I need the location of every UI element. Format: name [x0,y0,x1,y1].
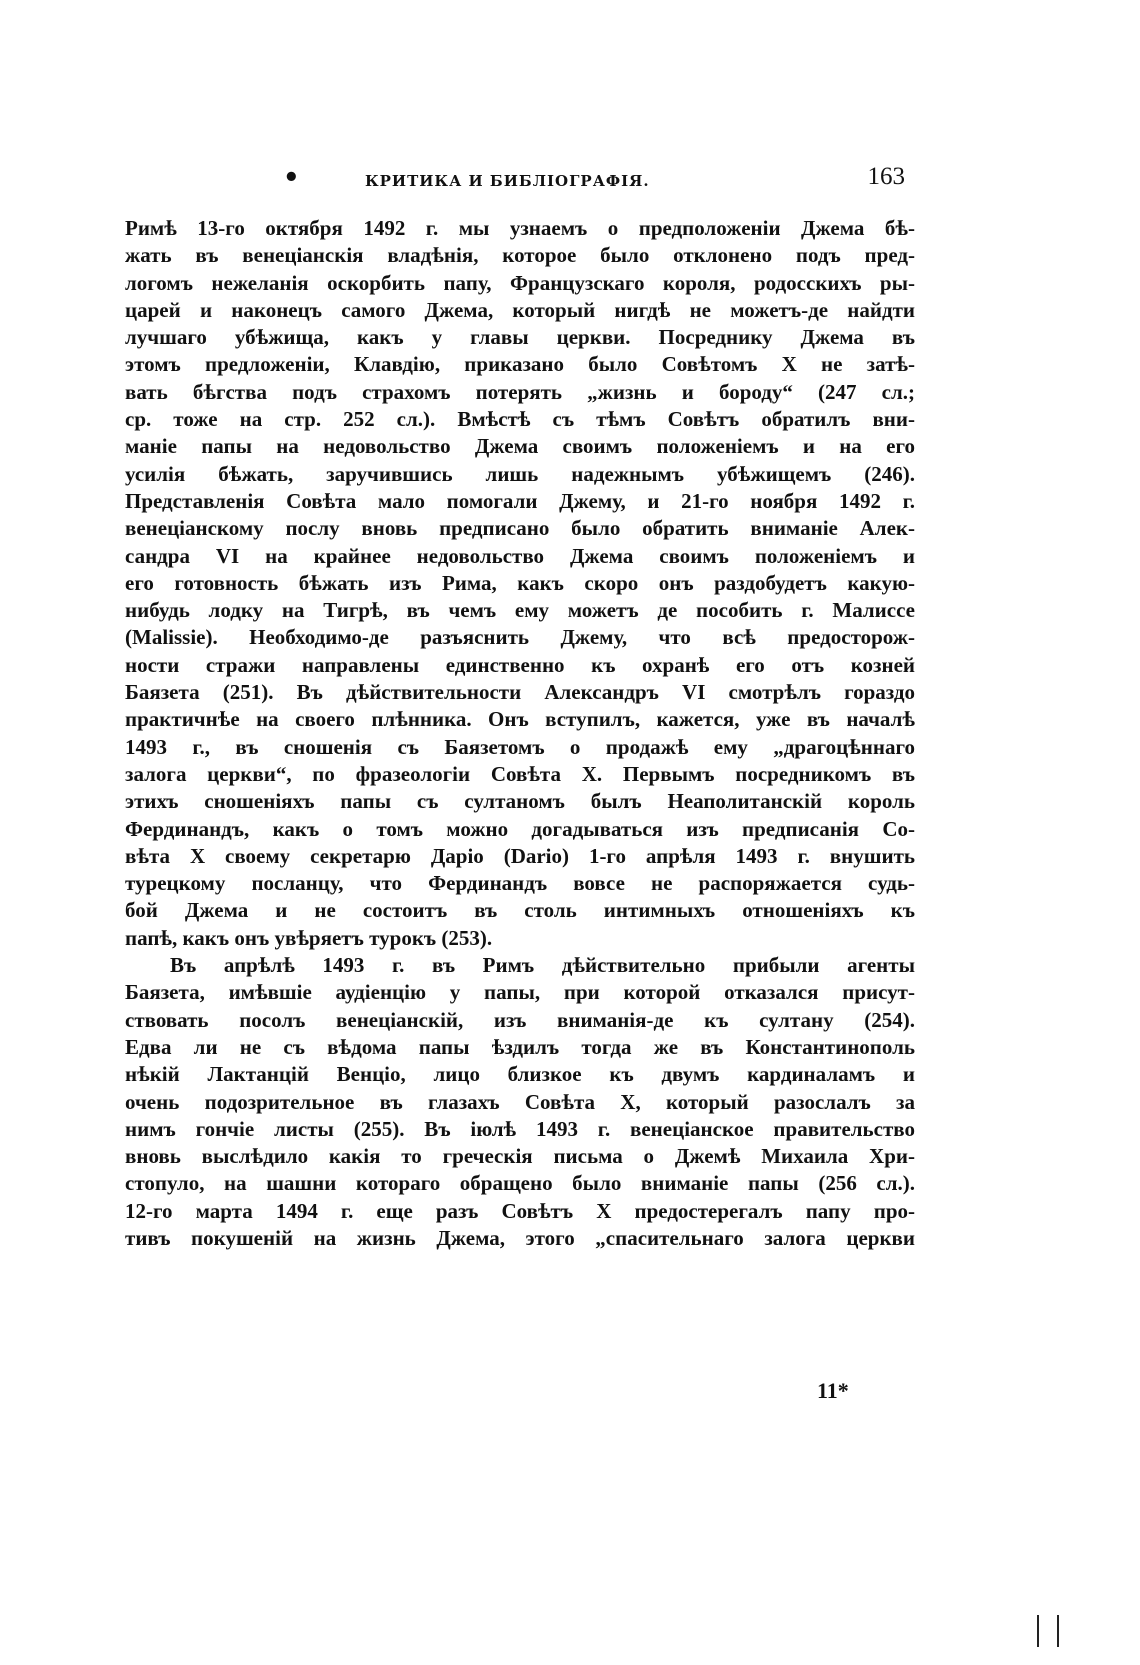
text-line: Римѣ 13-го октября 1492 г. мы узнаемъ о предположенiи Джема бѣ- [125,216,915,240]
text-line: залога церкви“, по фразеологiи Совѣта X. Первымъ посредникомъ въ [125,761,915,786]
text-line: 12-го марта 1494 г. еще разъ Совѣтъ X предостерегалъ папу про- [125,1198,915,1223]
paragraph [125,215,915,952]
text-line: усилiя бѣжать, заручившись лишь надежнымъ убѣжищемъ (246). [125,461,915,486]
text-line: вновь выслѣдило какiя то греческiя письма о Джемѣ Михаила Хри- [125,1144,915,1169]
scan-edge-mark [1057,1615,1059,1647]
text-line: вать бѣгства подъ страхомъ потерять „жизнь и бороду“ (247 сл.; [125,379,915,404]
text-line: тивъ покушенiй на жизнь Джема, этого „спасительнаго залога церкви [125,1225,915,1250]
signature-mark: 11* [817,1378,849,1403]
text-line: ср. тоже на стр. 252 сл.). Вмѣстѣ съ тѣмъ Совѣтъ обратилъ вни- [125,407,915,432]
text-line: 1493 г., въ сношенiя съ Баязетомъ о продажѣ ему „драгоцѣннаго [125,734,915,759]
text-line: лучшаго убѣжища, какъ у главы церкви. Посреднику Джема въ [125,325,915,350]
text-line: ности стражи направлены единственно къ охранѣ его отъ козней [125,652,915,677]
text-line: манiе папы на недовольство Джема своимъ положенiемъ и на его [125,434,915,459]
running-title: КРИТИКА И БИБЛIОГРАФIЯ. [365,172,650,190]
text-line: стопуло, на шашни котораго обращено было вниманiе папы (256 сл.). [125,1171,915,1196]
text-line: практичнѣе на своего плѣнника. Онъ вступилъ, кажется, уже въ началѣ [125,707,915,732]
paragraph [125,952,915,1252]
text-line: нибудь лодку на Тигрѣ, въ чемъ ему можетъ де пособить г. Малиссе [125,598,915,623]
text-line: нимъ гончiе листы (255). Въ iюлѣ 1493 г. венецiанское правительство [125,1116,915,1141]
text-line: папѣ, какъ онъ увѣряетъ турокъ (253). [125,925,493,950]
text-line: ствовать посолъ венецiанскiй, изъ вниманiя-де къ султану (254). [125,1007,915,1032]
text-line: этихъ сношенiяхъ папы съ султаномъ былъ Неаполитанскiй король [125,789,915,814]
scan-edge-mark [1037,1615,1039,1647]
text-line: вѣта X своему секретарю Дарiо (Dario) 1-го апрѣля 1493 г. внушить [125,843,915,868]
header-dot: • [283,163,300,193]
text-line: венецiанскому послу вновь предписано было обратить вниманiе Алек- [125,516,915,541]
text-line: Едва ли не съ вѣдома папы ѣздилъ тогда же въ Константинополь [125,1034,915,1059]
text-line: (Malissie). Необходимо-де разъяснить Джему, что всѣ предосторож- [125,625,915,650]
text-line: бой Джема и не состоитъ въ столь интимныхъ отношенiяхъ къ [125,898,915,923]
running-header [265,160,915,196]
text-line: Баязета (251). Въ дѣйствительности Александръ VI смотрѣлъ гораздо [125,680,915,705]
text-line: логомъ нежеланiя оскорбить папу, Французскаго короля, родосскихъ ры- [125,270,915,295]
text-line: Фердинандъ, какъ о томъ можно догадываться изъ предписанiя Со- [125,816,915,841]
text-line: Представленiя Совѣта мало помогали Джему, и 21-го ноября 1492 г. [125,488,915,513]
text-line: нѣкiй Лактанцiй Венцiо, лицо близкое къ двумъ кардиналамъ и [125,1062,915,1087]
text-line: турецкому посланцу, что Фердинандъ вовсе не распоряжается судь- [125,871,915,896]
text-line: этомъ предложенiи, Клавдiю, приказано было Совѣтомъ X не затѣ- [125,352,915,377]
text-line: сандра VI на крайнее недовольство Джема своимъ положенiемъ и [125,543,915,568]
text-line: Въ апрѣлѣ 1493 г. въ Римъ дѣйствительно прибыли агенты [170,953,915,978]
text-line: очень подозрительное въ глазахъ Совѣта X, который разослалъ за [125,1089,915,1114]
page-number: 163 [867,163,905,190]
text-line: его готовность бѣжать изъ Рима, какъ скоро онъ раздобудетъ какую- [125,570,915,595]
body-text [125,215,915,1252]
text-line: жать въ венецiанскiя владѣнiя, которое было отклонено подъ пред- [125,243,915,268]
text-line: царей и наконецъ самого Джема, который нигдѣ не можетъ-де найдти [125,297,915,322]
text-line: Баязета, имѣвшiе аудiенцiю у папы, при которой отказался присут- [125,980,915,1005]
